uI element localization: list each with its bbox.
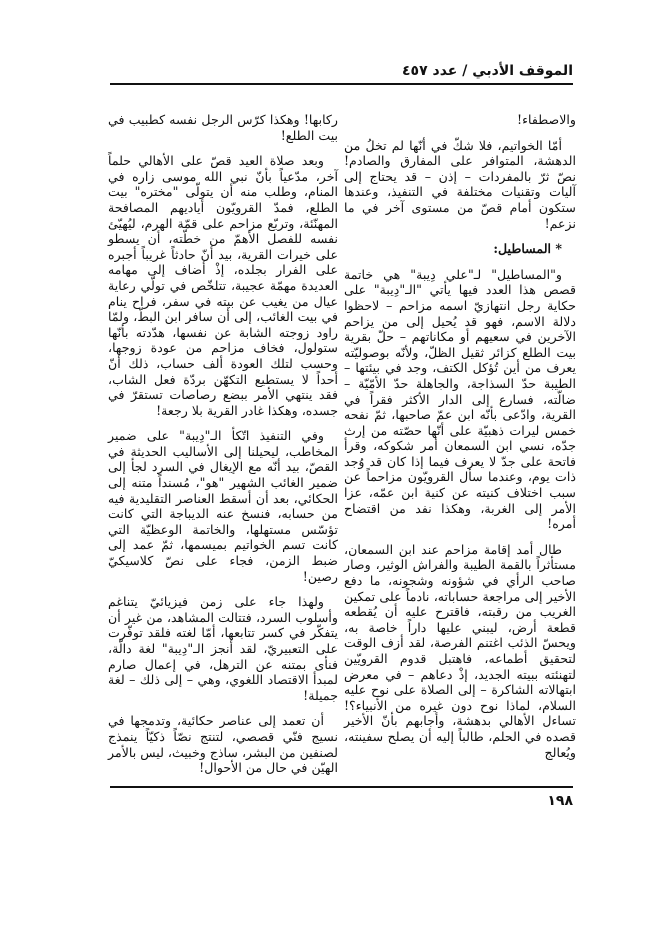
paragraph: ولهذا جاء على زمن فيزيائيّ يتناغم وأسلوب السرد، فتتالت المشاهد، من غير أن يتفكّر في كسر تتابعها، أمّا لغته فلقد توفّرت على التعبيريّ، لقد أنجز الـ"دِيبة" لغة دالّة، فنأى بمتنه عن الترهل، في إعمال صارم لمبدأ الاقتصاد اللغوي، وهي – إلى ذلك – لغة جميلة! (108, 594, 338, 703)
paragraph: و"المساطيل" لـ"علي دِيبة" هي خاتمة قصص هذا العدد فيها يأتي "الـ"دِيبة" على حكاية رجل انتهازيّ اسمه مزاحم – لاحظوا دلالة الاسم، فهو قد يُحيل إلى من يزاحم الآخرين في سعيهم أو مكاناتهم – حلّ بقرية بيت الطلع كزائر ثقيل الظلّ، ولأنّه بوصوليّته يعرف من أين تُؤكل الكتف، وجد في بيئتها – الطيبة حدّ السذاجة، والجاهلة حدّ الأمّيّة – ضالّته، فسارع إلى الدار الأكثر فقراً في القرية، وادّعى بأنّه ابن عمّ صاحبها، ثمّ نفحه خمس ليرات ذهبيّة على أنّها حصّته من إرث جدّه، نسي ابن السمعان أمر شكوكه، وقرأ فاتحة على جدّ لا يعرف فيما إذا كان قد وُجد ذات يوم، وعندما سأل القرويّون مزاحماً عن سبب اختلاف كنيته عن كنية ابن عمّه، عزا الأمر إلى الغربة، وهكذا نفد من اقتضاح أمره! (344, 266, 576, 532)
page-number: ١٩٨ (547, 793, 573, 809)
paragraph: طال أمد إقامة مزاحم عند ابن السمعان، مستأثراً بالقمة الطيبة والفراش الوثير، وصار صاحب الرأي في شؤونه وشجونه، ما دفع الأخير إلى مراجعة حساباته، نادماً على تمكين الغريب من رقبته، فاقترح عليه أن يُقطعه قطعة أرض، ليبني عليها داراً خاصة به، ويحسّ الذئب اغتنم الفرصة، لقد أزف الوقت لتحقيق أطماعه، فاهتبل قدوم القرويّين لتهنئته ببيته الجديد، إذْ دعاهم – في معرض ابتهالاته الشاكرة – إلى الصلاة على نوح عليه السلام، لماذا نوح دون غيره من الأنبياء؟! تساءل الأهالي بدهشة، وأجابهم بأنّ الأخير قصده في الحلم، طالباً إليه أن يصلح سفينته، ويُعالج (344, 541, 576, 760)
section-heading: * المساطيل: (493, 241, 562, 257)
paragraph: أمّا الخواتيم، فلا شكّ في أنّها لم تخلُ من الدهشة، المتوافر على المفارق والصادم! نصّ ثرّ بالمفردات – إذن – قد يحتاج إلى آليات وتقنيات مختلفة في التنفيذ، وعندها ستكون أمام قصّ من مستوى آخر في ما نزعم! (344, 137, 576, 231)
paragraph: ركابها! وهكذا كرّس الرجل نفسه كطبيب في بيت الطلع! (108, 112, 338, 143)
paragraph: وفي التنفيذ اتّكأ الـ"دِيبة" على ضمير المخاطب، ليحيلنا إلى الأساليب الحديثة في القصّ، بيد أنّه مع الإيغال في السرد لجأ إلى ضمير الغائب الشهير "هو"، مُسنداً متنه إلى الحكائي، بعد أن أسقط العناصر التقليدية فيه من حسابه، فنسخ عنه الديباجة التي كانت تؤسّس مستهلها، والخاتمة الوعظيّة التي كانت تسم الخواتيم بميسمها، ثمّ عمد إلى ضبط الزمن، فجاء على نصّ كلاسيكيّ رصين! (108, 428, 338, 584)
journal-title: الموقف الأدبي / عدد ٤٥٧ (402, 63, 573, 79)
header-divider (110, 83, 573, 85)
right-column (344, 112, 576, 770)
paragraph: أن تعمد إلى عناصر حكائية، وتدمجها في نسيج فنّي قصصي، لتنتج نصّاً ذكيّاً ينمذج لصنفين من البشر، ساذج وخبيث، ليس بالأمر الهيّن في حال من الأحوال! (108, 713, 338, 776)
left-column (108, 112, 338, 786)
paragraph: وبعد صلاة العيد قصّ على الأهالي حلماً آخر، مدّعياً بأنّ نبي الله موسى زاره في المنام، وطلب منه أن يتولّى "مختره" بيت الطلع، فمدّ القرويّون أياديهم المصافحة المهنّئة، وتربّع مزاحم على قمّة الهرم، ليُهيّئ نفسه للفصل الأهمّ من خطّته، أن يسطو على خيرات القرية، بيد أنّ حادثاً غريباً أجبره على الفرار بجلده، إذْ أضاف إلى مهامه العديدة مهمّة عجيبة، تتلخّص في تولّي رعاية عيال من يغيب عن بيته في سفر، فراح ينام في بيت الغائب، إلى أن سافر ابن البطّ، ولمّا راود زوجته الشابة عن نفسها، هدّدته بأنّها ستولول، فخاف مزاحم من عودة زوجها، وحسب لتلك العودة ألف حساب، ذلك أنّ أحداً لا يستطيع التكهّن بردّة فعل الشاب، فقد ينتهي الأمر ببضع رصاصات تستقرّ في جسده، وهكذا غادر القرية بلا رجعة! (108, 153, 338, 418)
footer-divider (110, 786, 573, 788)
page-header (110, 55, 573, 85)
paragraph: والاصطفاء! (517, 112, 576, 127)
